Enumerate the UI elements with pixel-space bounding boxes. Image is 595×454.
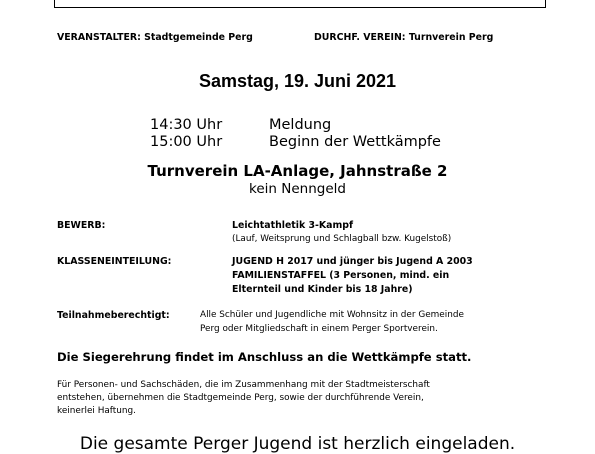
bewerb-title: Leichtathletik 3-Kampf (232, 220, 354, 231)
teilnahme-line-1: Alle Schüler und Jugendliche mit Wohnsitz in der Gemeinde (200, 310, 464, 320)
liability-line-1: Für Personen- und Sachschäden, die im Zusammenhang mit der Stadtmeisterschaft (57, 380, 430, 390)
klassen-line-1: JUGEND H 2017 und jünger bis Jugend A 2003 (232, 256, 473, 267)
event-date: Samstag, 19. Juni 2021 (198, 71, 397, 91)
fee-note: kein Nenngeld (249, 181, 346, 197)
schedule-event-1: Meldung (269, 117, 332, 133)
club-label: DURCHF. VEREIN: Turnverein Perg (314, 32, 494, 43)
schedule-time-1: 14:30 Uhr (150, 117, 223, 133)
bewerb-detail: (Lauf, Weitsprung und Schlagball bzw. Kugelstoß) (232, 234, 452, 244)
liability-line-2: entstehen, übernehmen die Stadtgemeinde Perg, sowie der durchführende Verein, (57, 393, 424, 403)
teilnahme-line-2: Perg oder Mitgliedschaft in einem Perger Sportverein. (200, 324, 438, 334)
title-frame (54, 0, 546, 8)
liability-line-3: keinerlei Haftung. (57, 406, 136, 416)
schedule-time-2: 15:00 Uhr (150, 134, 223, 150)
venue: Turnverein LA-Anlage, Jahnstraße 2 (147, 162, 448, 180)
teilnahme-label: Teilnahmeberechtigt: (57, 310, 170, 321)
bewerb-label: BEWERB: (57, 220, 106, 231)
klassen-line-2: FAMILIENSTAFFEL (3 Personen, mind. ein (232, 270, 450, 281)
organizer-label: VERANSTALTER: Stadtgemeinde Perg (57, 32, 253, 43)
schedule-event-2: Beginn der Wettkämpfe (269, 134, 441, 150)
klassen-label: KLASSENEINTEILUNG: (57, 256, 172, 267)
ceremony-note: Die Siegerehrung findet im Anschluss an die Wettkämpfe statt. (57, 350, 472, 364)
invitation: Die gesamte Perger Jugend ist herzlich eingeladen. (79, 434, 516, 454)
klassen-line-3: Elternteil und Kinder bis 18 Jahre) (232, 284, 413, 295)
